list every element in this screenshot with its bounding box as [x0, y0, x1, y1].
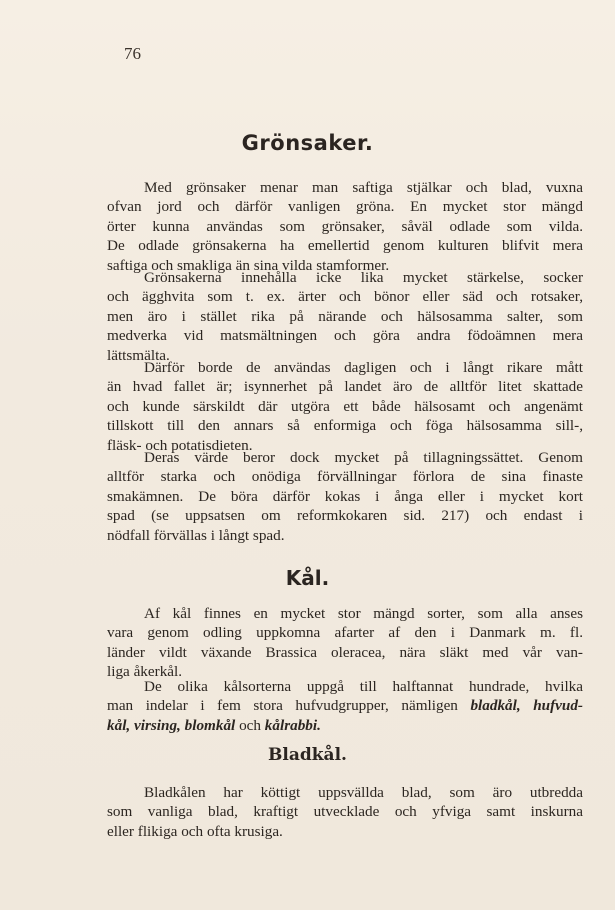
- text-line: men äro i stället rika på närande och hälsosamma salter, som: [107, 307, 583, 325]
- text-line: De olika kålsorterna uppgå till halftannat hundrade, hvilka: [144, 678, 583, 695]
- text-line: lättsmälta.: [107, 346, 170, 364]
- emphasis-text: kål, virsing, blomkål: [107, 716, 236, 734]
- emphasis-text: bladkål, hufvud-: [470, 697, 583, 715]
- text-line: tillskott till den annars så enformiga och föga hälsosamma sill-,: [107, 417, 583, 435]
- text-line: [107, 716, 583, 735]
- paragraph-kal-groups: [107, 677, 583, 735]
- text-line: eller flikiga och ofta krusiga.: [107, 822, 283, 840]
- text-line: fläsk- och potatisdieten.: [107, 436, 253, 454]
- text-line: Af kål finnes en mycket stor mängd sorter, som alla anses: [144, 605, 583, 622]
- text-line: smakämnen. De böra därför kokas i ånga eller i mycket kort: [107, 487, 583, 505]
- text-segment: och: [239, 716, 261, 734]
- text-line: vara genom odling uppkomna afarter af den i Danmark m. fl.: [107, 624, 583, 642]
- section-title-kal: Kål.: [285, 566, 330, 590]
- text-line: Därför borde de användas dagligen och i långt rikare mått: [144, 359, 583, 376]
- paragraph-usage: [107, 358, 583, 455]
- text-line: Grönsakerna innehålla icke lika mycket stärkelse, socker: [144, 269, 583, 286]
- text-line: nödfall förvällas i långt spad.: [107, 526, 285, 544]
- paragraph-kal-intro: [107, 604, 583, 682]
- text-segment: man indelar i fem stora hufvudgrupper, nämligen: [107, 697, 458, 715]
- paragraph-intro: [107, 178, 583, 275]
- section-title-gronsaker: Grönsaker.: [241, 131, 374, 155]
- paragraph-nutrition: [107, 268, 583, 365]
- text-line: medverka vid matsmältningen och göra andra födoämnen mera: [107, 327, 583, 345]
- paragraph-preparation: [107, 448, 583, 545]
- page-number: 76: [124, 44, 141, 63]
- text-line: än hvad fallet är; isynnerhet på landet äro de alltför litet skattade: [107, 378, 583, 396]
- text-line: liga åkerkål.: [107, 663, 183, 681]
- paragraph-bladkal: [107, 783, 583, 841]
- text-line: saftiga och smakliga än sina vilda stamformer.: [107, 256, 390, 274]
- text-line: alltför starka och onödiga förvällningar förlora de sina finaste: [107, 468, 583, 486]
- text-line: ofvan jord och därför vanligen gröna. En mycket stor mängd: [107, 198, 583, 216]
- section-title-bladkal: Bladkål.: [268, 745, 347, 765]
- emphasis-text: kålrabbi.: [264, 716, 321, 734]
- text-line: länder vildt växande Brassica oleracea, nära släkt med vår van-: [107, 643, 583, 661]
- text-line: som vanliga blad, kraftigt utvecklade och yfviga samt inskurna: [107, 803, 583, 821]
- text-line: De odlade grönsakerna ha emellertid genom kulturen blifvit mera: [107, 237, 583, 255]
- text-line: Deras värde beror dock mycket på tillagningssättet. Genom: [144, 449, 583, 466]
- text-line: Bladkålen har köttigt uppsvällda blad, som äro utbredda: [144, 784, 583, 801]
- text-line: [107, 696, 583, 715]
- text-line: och kunde särskildt där utgöra ett både hälsosamt och angenämt: [107, 397, 583, 415]
- text-line: Med grönsaker menar man saftiga stjälkar och blad, vuxna: [144, 179, 583, 196]
- text-line: spad (se uppsatsen om reformkokaren sid. 217) och endast i: [107, 507, 583, 525]
- text-line: och ägghvita som t. ex. ärter och bönor eller säd och rotsaker,: [107, 288, 583, 306]
- text-line: örter kunna användas som grönsaker, såväl odlade som vilda.: [107, 217, 583, 235]
